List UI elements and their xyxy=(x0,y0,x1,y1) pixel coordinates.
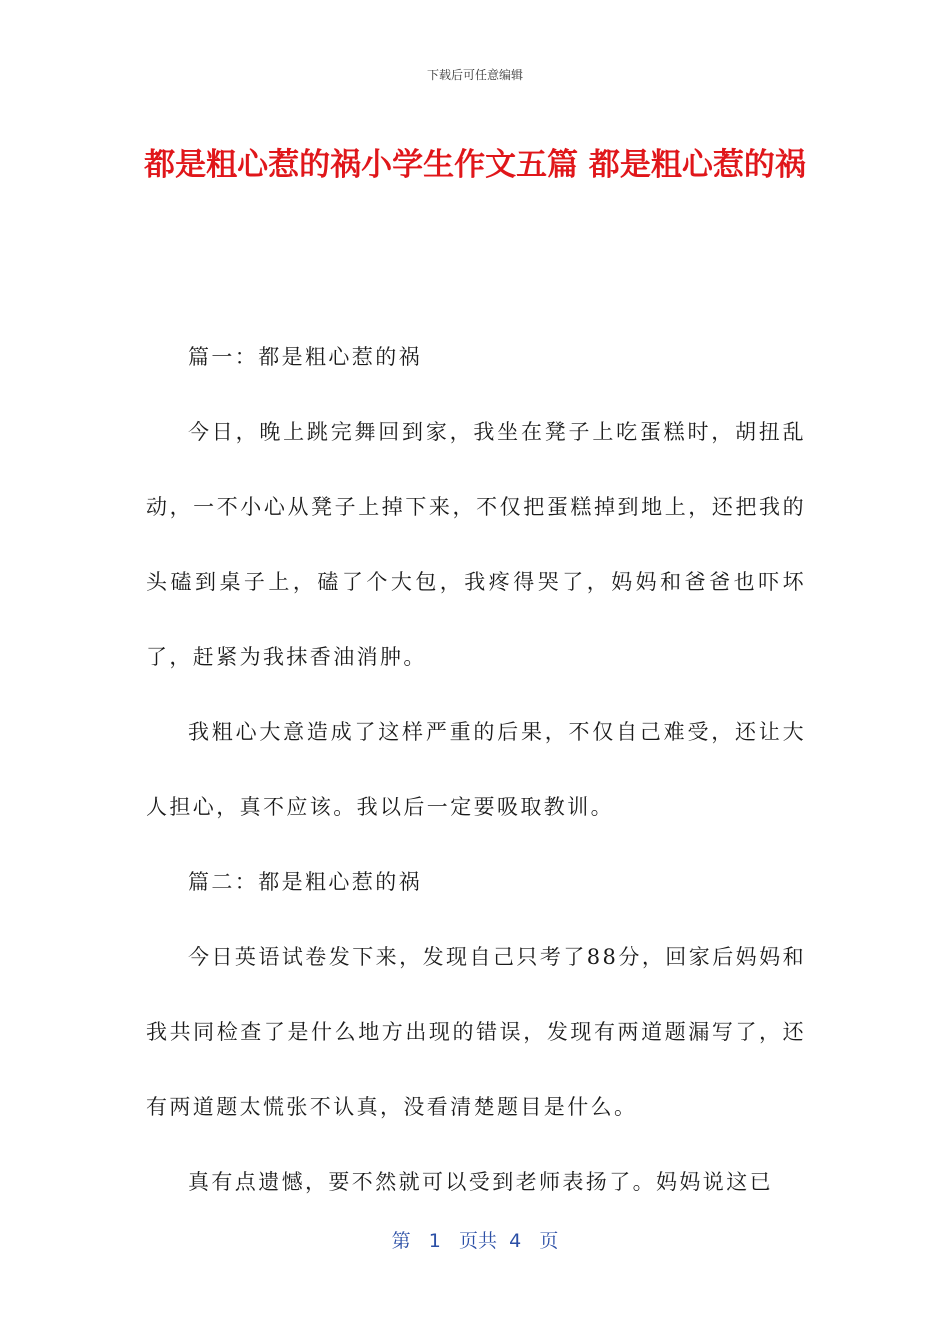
paragraph: 今日英语试卷发下来，发现自己只考了88分，回家后妈妈和我共同检查了是什么地方出现的错误，发现有两道题漏写了，还有两道题太慌张不认真，没看清楚题目是什么。 xyxy=(146,945,806,1119)
paragraph: 真有点遗憾，要不然就可以受到老师表扬了。妈妈说这已 xyxy=(188,1170,773,1194)
total-pages-number: 4 xyxy=(509,1230,522,1252)
page-suffix: 页 xyxy=(539,1230,559,1252)
header-note: 下载后可任意编辑 xyxy=(426,68,523,82)
page-prefix: 第 xyxy=(391,1230,411,1252)
section-heading: 篇二：都是粗心惹的祸 xyxy=(188,870,422,894)
paragraph: 我粗心大意造成了这样严重的后果，不仅自己难受，还让大人担心，真不应该。我以后一定要吸取教训。 xyxy=(146,720,806,819)
document-title: 都是粗心惹的祸小学生作文五篇 都是粗心惹的祸 xyxy=(144,147,806,183)
page-mid: 页共 xyxy=(459,1230,498,1252)
current-page-number: 1 xyxy=(428,1230,441,1252)
page-footer xyxy=(0,1226,950,1253)
paragraph: 今日，晚上跳完舞回到家，我坐在凳子上吃蛋糕时，胡扭乱动，一不小心从凳子上掉下来，不仅把蛋糕掉到地上，还把我的头磕到桌子上，磕了个大包，我疼得哭了，妈妈和爸爸也吓坏了，赶紧为我抹香油消肿。 xyxy=(146,420,806,669)
document-body xyxy=(146,320,806,1220)
section-heading: 篇一：都是粗心惹的祸 xyxy=(188,345,422,369)
